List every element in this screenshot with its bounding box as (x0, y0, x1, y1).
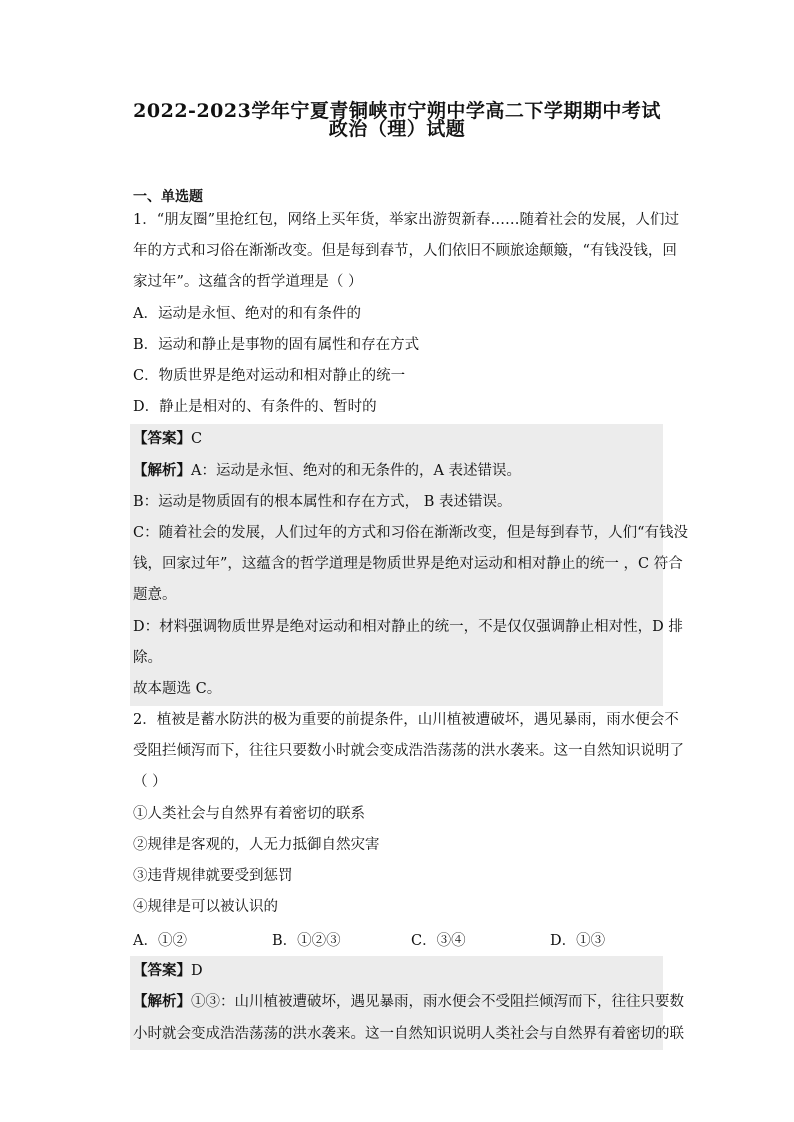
q2-option-c: C．③④ (411, 933, 466, 949)
q2-item-1: ①人类社会与自然界有着密切的联系 (133, 806, 365, 822)
q1-analysis-line (133, 461, 663, 481)
q1-analysis-line: 钱，回家过年”，这蕴含的哲学道理是物质世界是绝对运动和相对静止的统一 ，C 符合 (133, 556, 683, 572)
q1-analysis-line: B：运动是物质固有的根本属性和存在方式， B 表述错误。 (133, 494, 512, 510)
q1-analysis-line: 故本题选 C。 (133, 681, 222, 697)
analysis-label: 【解析】 (133, 462, 191, 479)
q2-answer (133, 961, 663, 981)
q2-stem-line: 2．植被是蓄水防洪的极为重要的前提条件，山川植被遭破坏，遇见暴雨，雨水便会不 (133, 712, 679, 728)
q2-option-a: A．①② (133, 933, 187, 949)
analysis-text: ①③：山川植被遭破坏，遇见暴雨，雨水便会不受阻拦倾泻而下，往往只要数 (191, 994, 684, 1010)
document-subtitle: 政治（理）试题 (328, 118, 466, 140)
answer-value: C (191, 431, 203, 447)
q2-item-2: ②规律是客观的，人无力抵御自然灾害 (133, 837, 380, 853)
q1-option-b: B．运动和静止是事物的固有属性和存在方式 (133, 337, 420, 353)
q1-stem-line: 年的方式和习俗在渐渐改变。但是每到春节，人们依旧不顾旅途颠簸，“有钱没钱，回 (133, 243, 677, 259)
answer-label: 【答案】 (133, 430, 191, 447)
q1-analysis-line: 除。 (133, 650, 162, 666)
q1-option-a: A．运动是永恒、绝对的和有条件的 (133, 306, 361, 322)
section-heading: 一、单选题 (133, 189, 203, 205)
q1-stem-line: 家过年”。这蕴含的哲学道理是（ ） (133, 274, 363, 290)
analysis-label: 【解析】 (133, 993, 191, 1010)
q2-options (133, 929, 663, 949)
q2-stem-line: 受阻拦倾泻而下，往往只要数小时就会变成浩浩荡荡的洪水袭来。这一自然知识说明了 (133, 743, 684, 759)
q1-stem-line: 1．“朋友圈”里抢红包，网络上买年货，举家出游贺新春……随着社会的发展，人们过 (133, 212, 680, 228)
q2-option-d: D．①③ (550, 933, 606, 949)
q2-analysis-line: 小时就会变成浩浩荡荡的洪水袭来。这一自然知识说明人类社会与自然界有着密切的联 (133, 1026, 684, 1042)
q1-option-c: C．物质世界是绝对运动和相对静止的统一 (133, 368, 406, 384)
q1-answer (133, 429, 663, 449)
q1-analysis-line: D：材料强调物质世界是绝对运动和相对静止的统一，不是仅仅强调静止相对性，D 排 (133, 619, 683, 635)
q1-option-d: D．静止是相对的、有条件的、暂时的 (133, 399, 377, 415)
q1-analysis-line: C：随着社会的发展，人们过年的方式和习俗在渐渐改变，但是每到春节，人们“有钱没 (133, 525, 689, 541)
analysis-text: A：运动是永恒、绝对的和无条件的，A 表述错误。 (191, 463, 522, 479)
q2-item-3: ③违背规律就要受到惩罚 (133, 868, 293, 884)
answer-label: 【答案】 (133, 962, 191, 979)
document-title: 2022-2023学年宁夏青铜峡市宁朔中学高二下学期期中考试 (133, 100, 661, 122)
q1-analysis-line: 题意。 (133, 587, 177, 603)
q2-item-4: ④规律是可以被认识的 (133, 899, 278, 915)
answer-value: D (191, 963, 203, 979)
q2-analysis-line (133, 992, 684, 1012)
q2-option-b: B．①②③ (272, 933, 341, 949)
q2-stem-line: （ ） (133, 774, 167, 790)
